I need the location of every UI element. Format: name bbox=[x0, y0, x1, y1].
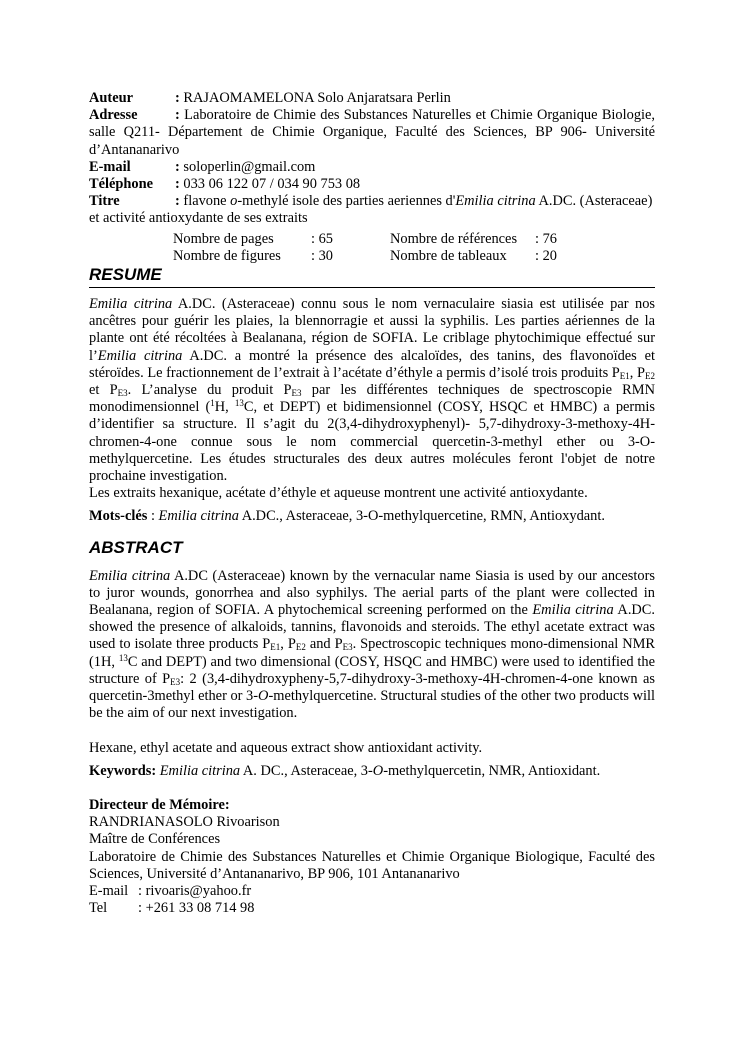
telephone-row bbox=[89, 176, 655, 193]
document-page bbox=[89, 90, 655, 917]
auteur-row bbox=[89, 90, 655, 107]
abstract-paragraph-2: Hexane, ethyl acetate and aqueous extract show antioxidant activity. bbox=[89, 739, 483, 756]
director-title: Maître de Conférences bbox=[89, 831, 221, 848]
figures-label: Nombre de figures bbox=[173, 247, 281, 264]
director-address: Laboratoire de Chimie des Substances Naturelles et Chimie Organique Biologique, Faculté des Sciences, Université d’Antananarivo, BP 906, 101 Antananarivo bbox=[89, 848, 655, 882]
director-email-row bbox=[89, 883, 655, 900]
resume-heading: RESUME bbox=[89, 265, 655, 288]
titre-text: flavone o-methylé isole des parties aeriennes d'Emilia citrina A.DC. (Asteraceae) et activité antioxydante de ses extraits bbox=[89, 193, 653, 227]
titre-label: Titre bbox=[89, 193, 120, 210]
refs-value: : 76 bbox=[535, 230, 557, 247]
colon: : bbox=[175, 158, 180, 175]
abstract-heading: ABSTRACT bbox=[89, 537, 183, 557]
colon: : bbox=[175, 176, 180, 193]
pages-label: Nombre de pages bbox=[173, 230, 274, 247]
pages-value: : 65 bbox=[311, 230, 333, 247]
adresse-label: Adresse bbox=[89, 107, 138, 124]
director-name: RANDRIANASOLO Rivoarison bbox=[89, 814, 280, 831]
refs-label: Nombre de références bbox=[390, 230, 518, 247]
telephone-value: 033 06 122 07 / 034 90 753 08 bbox=[183, 176, 361, 193]
director-tel-row bbox=[89, 900, 655, 917]
email-row bbox=[89, 159, 655, 176]
tables-label: Nombre de tableaux bbox=[390, 247, 507, 264]
director-tel-value: : +261 33 08 714 98 bbox=[138, 900, 255, 917]
adresse-value: Laboratoire de Chimie des Substances Naturelles et Chimie Organique Biologie, salle Q211- Département de Chimie Organique, Faculté des Sciences, BP 906- Université d’Antananarivo bbox=[89, 107, 655, 158]
auteur-value: RAJAOMAMELONA Solo Anjaratsara Perlin bbox=[183, 90, 451, 106]
figures-value: : 30 bbox=[311, 247, 333, 264]
colon: : bbox=[175, 90, 180, 106]
resume-paragraph: Emilia citrina A.DC. (Asteraceae) connu sous le nom vernaculaire siasia est utilisée par nos ancêtres pour guérir les plaies, la blennorragie et aussi la syphilis. Les parties aériennes de la plante ont été récoltées à Bealanana, région de SOFIA. Le criblage phytochimique effectué sur l’Emilia citrina A.DC. a montré la présence des alcaloïdes, des tanins, des flavonoïdes et stéroïdes. Le fractionnement de l’extrait à l’acétate d’éthyle a permis d’isolé trois produits $P_{E1}$, $P_{E2}$ et $P_{E3}$. L’analyse du produit $P_{E3}$ par les différentes techniques de spectroscopie RMN monodimensionnel ($^1$H, $^{13}$C, et DEPT) et bidimensionnel (COSY, HSQC et HMBC) a permis d’identifier sa structure. Il s’agit du 2(3,4-dihydroxyphenyl)- 5,7-dihydroxy-3-methoxy-4H-chromen-4-one connue sous le nom commercial quercetin-3-methyl ether ou 3-O-methylquercetine. Les études structurales des deux autres molécules feront l'objet de notre prochaine investigation. bbox=[89, 296, 656, 485]
director-email-label: E-mail bbox=[89, 882, 129, 899]
email-label: E-mail bbox=[89, 158, 131, 175]
document-stats bbox=[173, 231, 655, 265]
abstract-paragraph: Emilia citrina A.DC (Asteraceae) known by the vernacular name Siasia is used by our ancestors to juror wounds, gonorrhea and also syphilys. The aerial parts of the plant were collected in Bealanana, region of SOFIA. A phytochemical screening performed on the Emilia citrina A.DC. showed the presence of alkaloids, tannins, flavonoids and steroids. The ethyl acetate extract was used to isolate three products $P_{E1}$, $P_{E2}$ and $P_{E3}$. Spectroscopic techniques mono-dimensional NMR (1H, $^{13}$C and DEPT) and two dimensional (COSY, HSQC and HMBC) were used to identified the structure of $P_{E3}$: 2 (3,4-dihydroxypheny-5,7-dihydroxy-3-methoxy-4H-chromen-4-one known as quercetin-3methyl ether or 3-O-methylquercetine. Structural studies of the other two products will be the aim of our next investigation. bbox=[89, 567, 656, 722]
email-value[interactable]: soloperlin@gmail.com bbox=[183, 158, 316, 175]
tables-value: : 20 bbox=[535, 247, 557, 264]
auteur-label: Auteur bbox=[89, 90, 133, 106]
titre-row bbox=[89, 193, 655, 227]
resume-keywords: Mots-clés : Emilia citrina A.DC., Asteraceae, 3-O-methylquercetine, RMN, Antioxydant. bbox=[89, 508, 605, 525]
colon: : bbox=[175, 193, 180, 210]
author-block bbox=[89, 90, 655, 228]
director-heading: Directeur de Mémoire: bbox=[89, 796, 230, 813]
adresse-row bbox=[89, 107, 655, 159]
abstract-keywords: Keywords: Emilia citrina A. DC., Asteraceae, 3-O-methylquercetin, NMR, Antioxidant. bbox=[89, 762, 601, 779]
telephone-label: Téléphone bbox=[89, 176, 153, 193]
resume-paragraph-2: Les extraits hexanique, acétate d’éthyle et aqueuse montrent une activité antioxydante. bbox=[89, 485, 588, 502]
colon: : bbox=[175, 107, 180, 124]
director-tel-label: Tel bbox=[89, 900, 108, 917]
director-email-value[interactable]: : rivoaris@yahoo.fr bbox=[138, 882, 252, 899]
director-block bbox=[89, 797, 655, 917]
